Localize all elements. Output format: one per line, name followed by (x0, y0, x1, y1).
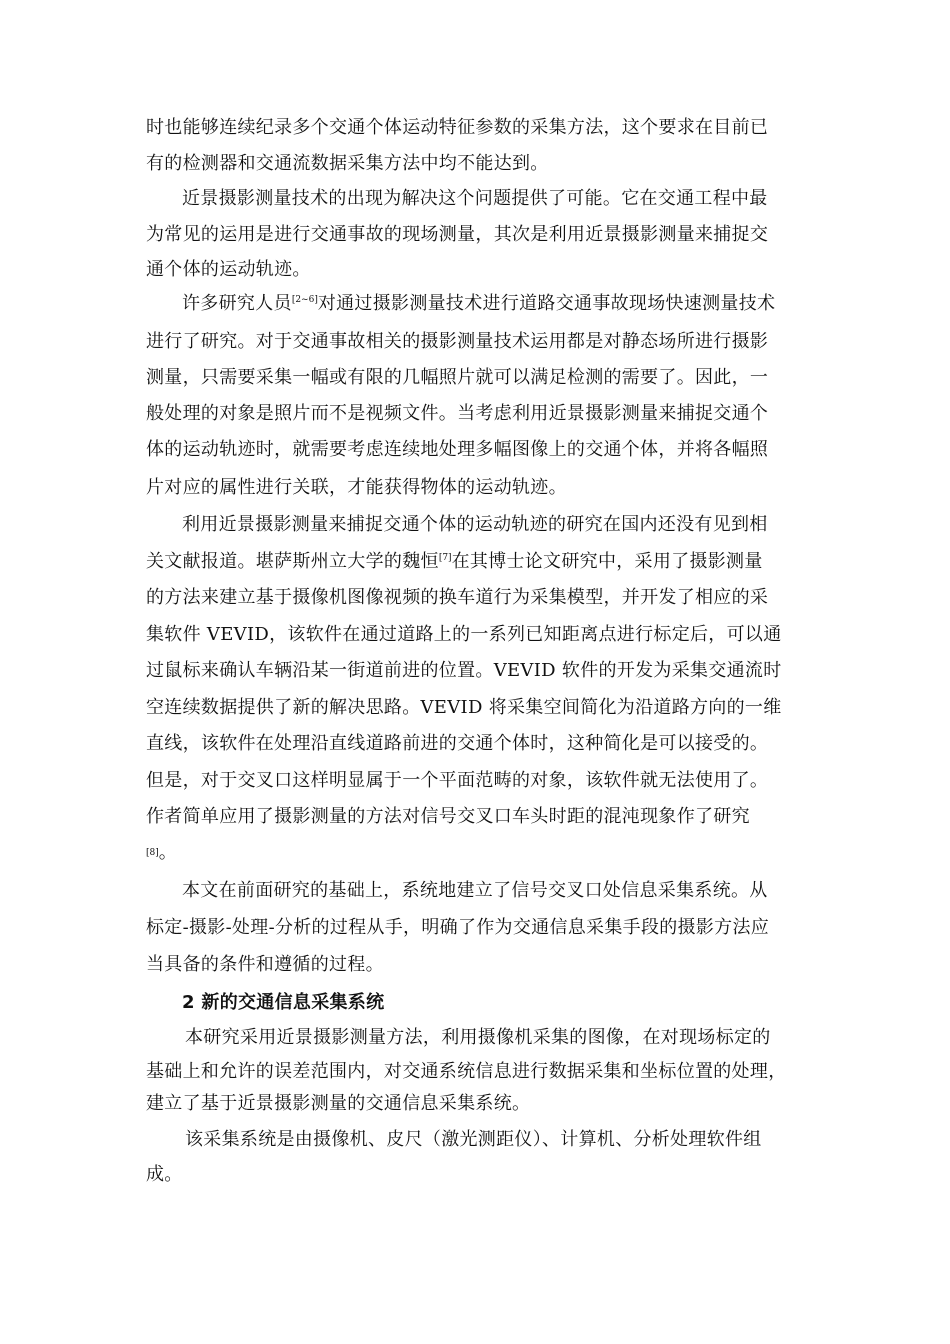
paragraph-line: 但是，对于交叉口这样明显属于一个平面范畴的对象，该软件就无法使用了。 (146, 770, 769, 791)
paragraph-line: 基础上和允许的误差范围内，对交通系统信息进行数据采集和坐标位置的处理， (146, 1061, 787, 1082)
paragraph-line: 标定-摄影-处理-分析的过程从手，明确了作为交通信息采集手段的摄影方法应 (146, 917, 770, 938)
paragraph-line: 直线，该软件在处理沿直线道路前进的交通个体时，这种简化是可以接受的。 (146, 733, 769, 754)
paragraph-line: 作者简单应用了摄影测量的方法对信号交叉口车头时距的混沌现象作了研究 (146, 806, 750, 827)
citation-marker: [8] (146, 848, 159, 858)
paragraph-line: 般处理的对象是照片而不是视频文件。当考虑利用近景摄影测量来捕捉交通个 (146, 403, 769, 424)
paragraph-line: 集软件 VEVID，该软件在通过道路上的一系列已知距离点进行标定后，可以通 (146, 624, 782, 645)
paragraph-line: 通个体的运动轨迹。 (146, 259, 311, 280)
paragraph-line: 测量，只需要采集一幅或有限的几幅照片就可以满足检测的需要了。因此，一 (146, 367, 769, 388)
paragraph-line: 近景摄影测量技术的出现为解决这个问题提供了可能。它在交通工程中最 (182, 188, 768, 209)
text-fragment: 对通过摄影测量技术进行道路交通事故现场快速测量技术 (317, 293, 776, 314)
paragraph-line: 成。 (146, 1164, 183, 1185)
paragraph-line: 当具备的条件和遵循的过程。 (146, 954, 384, 975)
text-fragment: 许多研究人员 (182, 293, 292, 314)
citation-marker: [2~6] (291, 295, 318, 305)
paragraph-line (146, 842, 177, 864)
citation-marker: [7] (438, 553, 452, 563)
paragraph-line: 片对应的属性进行关联，才能获得物体的运动轨迹。 (146, 477, 567, 498)
text-fragment: 。 (158, 842, 178, 863)
text-fragment: 在其博士论文研究中，采用了摄影测量 (451, 551, 763, 572)
paragraph-line: 该采集系统是由摄像机、皮尺（激光测距仪）、计算机、分析处理软件组 (185, 1129, 762, 1150)
paragraph-line: 本研究采用近景摄影测量方法，利用摄像机采集的图像，在对现场标定的 (185, 1027, 771, 1048)
text-fragment: 关文献报道。堪萨斯州立大学的魏恒 (146, 551, 439, 572)
paragraph-line: 建立了基于近景摄影测量的交通信息采集系统。 (146, 1093, 531, 1114)
paragraph-line: 利用近景摄影测量来捕捉交通个体的运动轨迹的研究在国内还没有见到相 (182, 514, 768, 535)
paragraph-line: 过鼠标来确认车辆沿某一街道前进的位置。VEVID 软件的开发为采集交通流时 (146, 660, 782, 681)
paragraph-line: 空连续数据提供了新的解决思路。VEVID 将采集空间简化为沿道路方向的一维 (146, 697, 782, 718)
paragraph-line: 的方法来建立基于摄像机图像视频的换车道行为采集模型，并开发了相应的采 (146, 587, 769, 608)
paragraph-line: 时也能够连续纪录多个交通个体运动特征参数的采集方法，这个要求在目前已 (146, 117, 769, 138)
paragraph-line: 进行了研究。对于交通事故相关的摄影测量技术运用都是对静态场所进行摄影 (146, 331, 769, 352)
paragraph-line (146, 551, 763, 573)
paragraph-line: 体的运动轨迹时，就需要考虑连续地处理多幅图像上的交通个体，并将各幅照 (146, 439, 769, 460)
paragraph-line: 为常见的运用是进行交通事故的现场测量，其次是利用近景摄影测量来捕捉交 (146, 224, 769, 245)
section-heading: 2 新的交通信息采集系统 (182, 992, 385, 1013)
paragraph-line: 有的检测器和交通流数据采集方法中均不能达到。 (146, 153, 549, 174)
paragraph-line: 本文在前面研究的基础上，系统地建立了信号交叉口处信息采集系统。从 (182, 880, 768, 901)
paragraph-line (182, 293, 775, 315)
